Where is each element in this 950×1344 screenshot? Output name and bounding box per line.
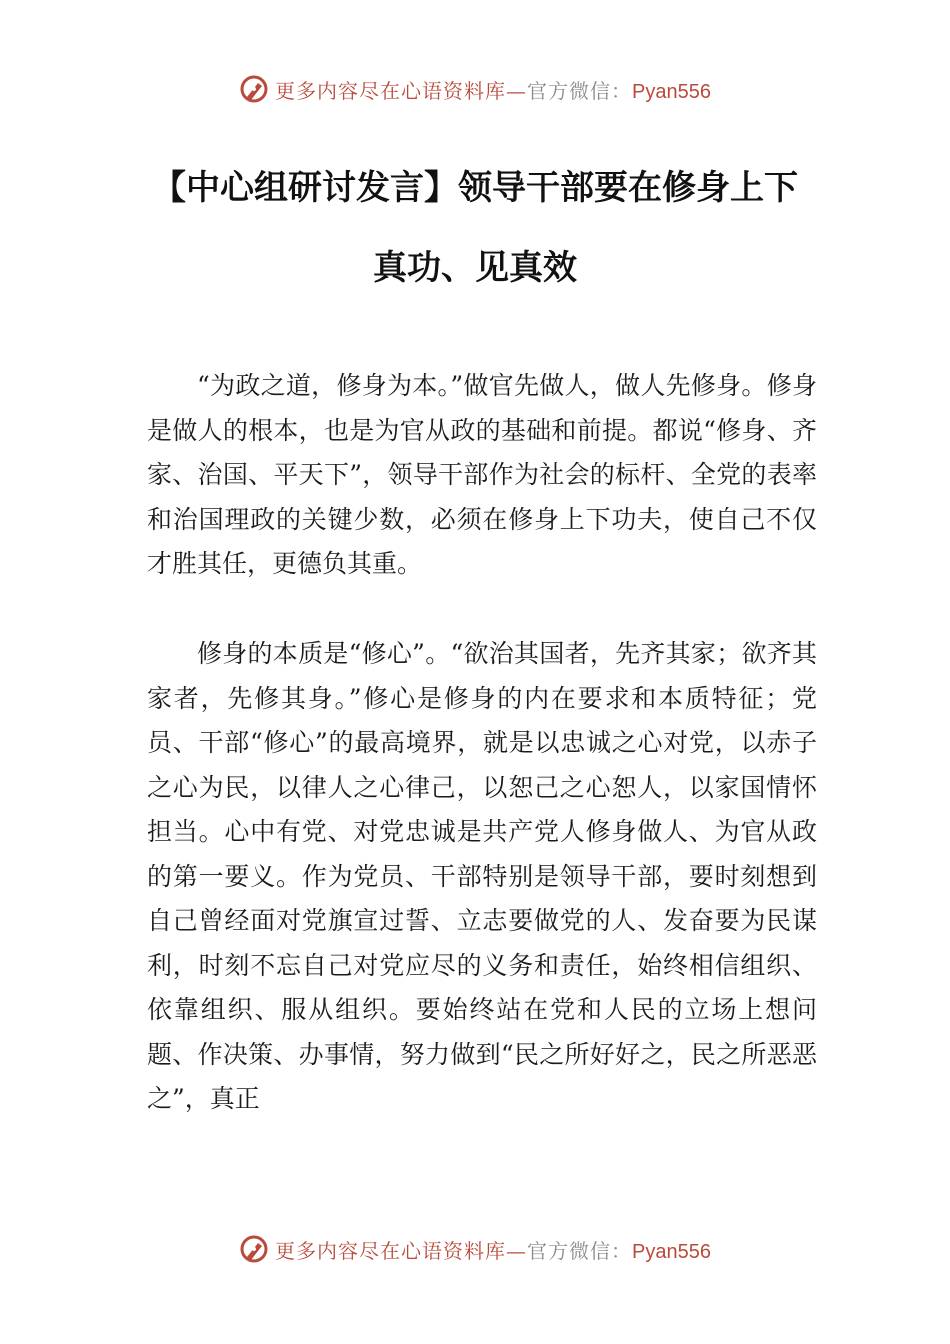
title-line-2: 真功、见真效 [373,248,577,288]
watermark-text [275,1235,711,1264]
watermark-separator: — [506,1238,528,1263]
pen-nib-circle-icon [239,1234,269,1264]
watermark-id: Pyan556 [632,80,711,103]
footer-watermark [0,1234,950,1264]
document-title [0,148,950,308]
watermark-main: 更多内容尽在心语资料库 [275,1238,507,1263]
pen-nib-circle-icon [239,74,269,104]
watermark-label: 官方微信： [527,78,633,103]
watermark-id: Pyan556 [632,1240,711,1263]
watermark-label: 官方微信： [527,1238,633,1263]
watermark-main: 更多内容尽在心语资料库 [275,78,507,103]
watermark-text [275,75,711,104]
paragraph-1: “为政之道，修身为本。”做官先做人，做人先修身。修身是做人的根本，也是为官从政的基础和前提。都说“修身、齐家、治国、平天下”，领导干部作为社会的标杆、全党的表率和治国理政的关键少数，必须在修身上下功夫，使自己不仅才胜其任，更德负其重。 [147,371,817,578]
watermark-separator: — [506,78,528,103]
title-line-1: 【中心组研讨发言】领导干部要在修身上下 [152,168,798,208]
paragraph-2: 修身的本质是“修心”。“欲治其国者，先齐其家；欲齐其家者，先修其身。”修心是修身的内在要求和本质特征；党员、干部“修心”的最高境界，就是以忠诚之心对党，以赤子之心为民，以律人之心律己，以恕己之心恕人，以家国情怀担当。心中有党、对党忠诚是共产党人修身做人、为官从政的第一要义。作为党员、干部特别是领导干部，要时刻想到自己曾经面对党旗宣过誓、立志要做党的人、发奋要为民谋利，时刻不忘自己对党应尽的义务和责任，始终相信组织、依靠组织、服从组织。要始终站在党和人民的立场上想问题、作决策、办事情，努力做到“民之所好好之，民之所恶恶之”，真正 [147,639,817,1113]
header-watermark [0,74,950,104]
